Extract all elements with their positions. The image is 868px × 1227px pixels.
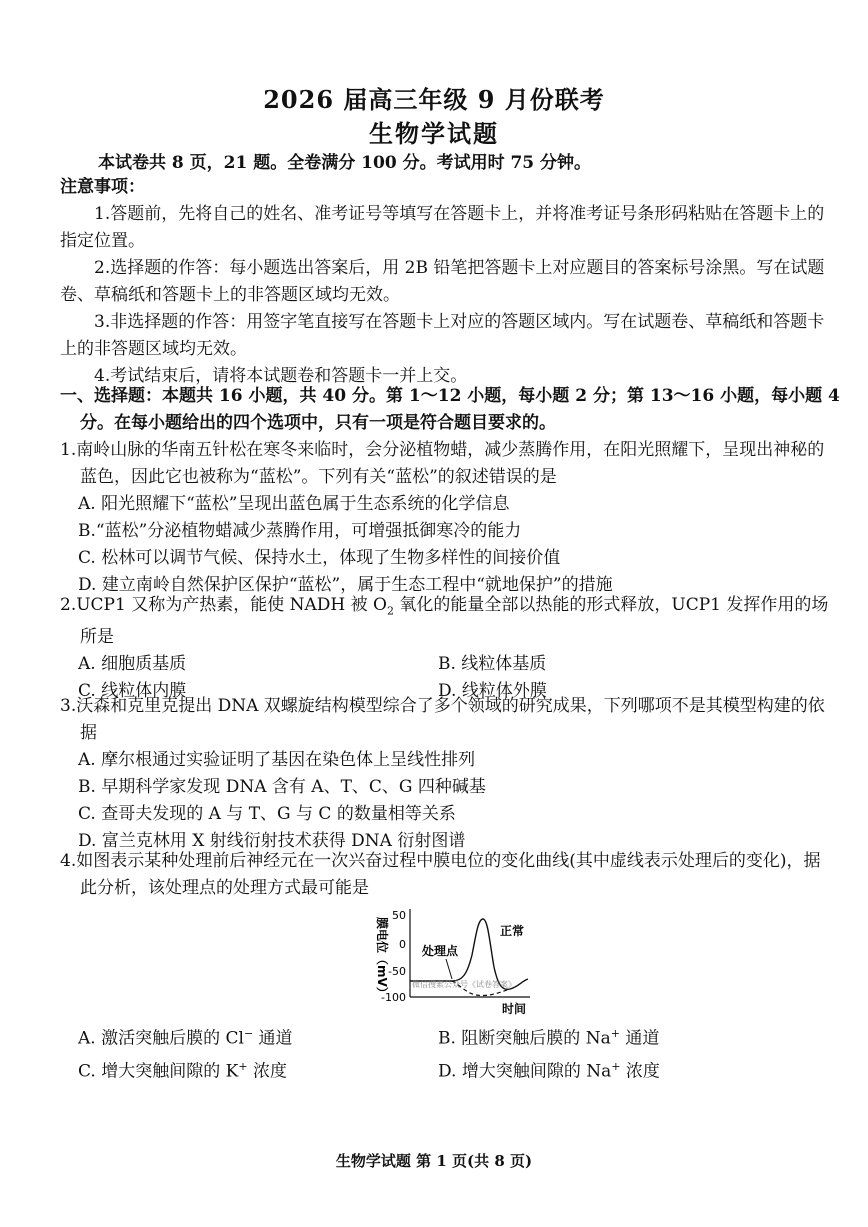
section-heading: 一、选择题：本题共 16 小题，共 40 分。第 1～12 小题，每小题 2 分；第 13～16 小题，每小题 4 分。在每小题给出的四个选项中，只有一项是符合题目要求的。 — [60, 386, 840, 433]
option-c: C. 松林可以调节气候、保持水土，体现了生物多样性的间接价值 — [78, 548, 561, 568]
exam-title: 2026 届高三年级 9 月份联考 — [263, 85, 605, 114]
option-c: C. 查哥夫发现的 A 与 T、G 与 C 的数量相等关系 — [78, 804, 456, 824]
annotation-normal: 正常 — [500, 924, 525, 938]
options-row — [60, 651, 830, 678]
exam-subtitle: 生物学试题 — [369, 119, 499, 148]
option-b: B. 阻断突触后膜的 Na+ 通道 — [438, 1027, 660, 1049]
option-d: D. 线粒体外膜 — [438, 681, 547, 702]
option-a: A. 阳光照耀下“蓝松”呈现出蓝色属于生态系统的化学信息 — [78, 494, 510, 514]
option-b: B. 线粒体基质 — [438, 654, 547, 675]
question-4-options — [60, 1020, 830, 1085]
option-d: D. 富兰克林用 X 射线衍射技术获得 DNA 衍射图谱 — [78, 831, 466, 851]
options-row — [60, 1053, 830, 1086]
option-c: C. 增大突触间隙的 K+ 浓度 — [78, 1059, 287, 1082]
watermark: 微信搜索公众号《试卷答案》 — [412, 980, 516, 989]
option-b: B. 早期科学家发现 DNA 含有 A、T、C、G 四种碱基 — [78, 777, 486, 797]
question-stem: 4.如图表示某种处理前后神经元在一次兴奋过程中膜电位的变化曲线(其中虚线表示处理后的变化)，据此分析，该处理点的处理方式最可能是 — [60, 851, 821, 898]
option-a: A. 激活突触后膜的 Cl− 通道 — [78, 1027, 293, 1049]
y-axis-label: 膜电位（mV） — [375, 917, 389, 999]
option-a: A. 细胞质基质 — [78, 654, 187, 675]
annotation-pointer — [446, 959, 452, 979]
note-item: 1.答题前，先将自己的姓名、准考证号等填写在答题卡上，并将准考证号条形码粘贴在答题卡上的指定位置。 — [60, 204, 825, 251]
question-1 — [60, 437, 830, 599]
exam-info: 本试卷共 8 页，21 题。全卷满分 100 分。考试用时 75 分钟。 — [98, 153, 592, 173]
question-stem: 3.沃森和克里克提出 DNA 双螺旋结构模型综合了多个领域的研究成果，下列哪项不是其模型构建的依据 — [60, 696, 825, 743]
y-tick-label: -100 — [381, 991, 406, 1004]
page-footer: 生物学试题 第 1 页(共 8 页) — [335, 1152, 533, 1170]
notes-heading: 注意事项： — [60, 177, 145, 197]
question-3 — [60, 693, 830, 855]
y-tick-label: 50 — [392, 909, 406, 922]
notes-section — [60, 174, 830, 390]
options-row — [60, 1020, 830, 1053]
question-4 — [60, 848, 830, 902]
question-stem: 2.UCP1 又称为产热素，能使 NADH 被 $O_2$ 氧化的能量全部以热能的形式释放，UCP1 发挥作用的场所是 — [60, 595, 829, 648]
annotation-treatment-point: 处理点 — [422, 944, 459, 958]
note-item: 3.非选择题的作答：用签字笔直接写在答题卡上对应的答题区域内。写在试题卷、草稿纸和答题卡上的非答题区域均无效。 — [60, 312, 825, 359]
note-item: 4.考试结束后，请将本试题卷和答题卡一并上交。 — [94, 366, 468, 386]
x-axis-label: 时间 — [502, 1002, 527, 1016]
option-d: D. 增大突触间隙的 Na+ 浓度 — [438, 1059, 660, 1082]
option-b: B.“蓝松”分泌植物蜡减少蒸腾作用，可增强抵御寒冷的能力 — [78, 521, 522, 541]
chart-svg — [352, 905, 532, 1017]
membrane-potential-chart — [352, 905, 532, 1021]
note-item: 2.选择题的作答：每小题选出答案后，用 2B 铅笔把答题卡上对应题目的答案标号涂黑。写在试题卷、草稿纸和答题卡上的非答题区域均无效。 — [60, 258, 825, 305]
option-c: C. 线粒体内膜 — [78, 681, 187, 702]
question-2 — [60, 592, 830, 705]
y-tick-label: 0 — [399, 938, 406, 951]
y-tick-label: -50 — [388, 965, 406, 978]
question-stem: 1.南岭山脉的华南五针松在寒冬来临时，会分泌植物蜡，减少蒸腾作用，在阳光照耀下，呈现出神秘的蓝色，因此它也被称为“蓝松”。下列有关“蓝松”的叙述错误的是 — [60, 440, 825, 487]
option-d: D. 建立南岭自然保护区保护“蓝松”，属于生态工程中“就地保护”的措施 — [78, 575, 613, 595]
option-a: A. 摩尔根通过实验证明了基因在染色体上呈线性排列 — [78, 750, 476, 770]
